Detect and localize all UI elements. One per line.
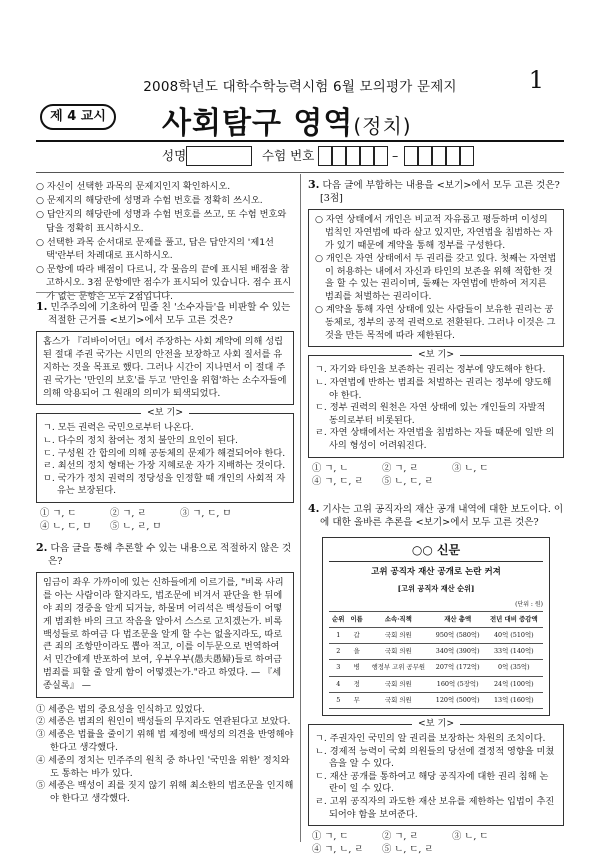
column-header: 이름 bbox=[347, 611, 365, 627]
choice-2[interactable]: ② ㄱ, ㄹ bbox=[110, 507, 147, 519]
exam-number-cell[interactable] bbox=[446, 146, 460, 166]
table-cell: 0억 (35억) bbox=[485, 660, 543, 676]
newspaper-name: ○○ 신문 bbox=[411, 542, 461, 557]
question-1-stem bbox=[36, 300, 294, 327]
bogi-item: ㄹ. 자연 상태에서는 자연법을 침범하는 자들 때문에 일반 의사의 형성이 어려워진다. bbox=[315, 427, 555, 451]
question-2-text: 다음 글을 통해 추론할 수 있는 내용으로 적절하지 않은 것은? bbox=[48, 542, 292, 568]
exam-number-cell[interactable] bbox=[460, 146, 474, 166]
choice-4[interactable]: ④ ㄱ, ㄴ, ㄹ bbox=[312, 844, 364, 856]
exam-title: 2008학년도 대학수학능력시험 6월 모의평가 문제지 bbox=[143, 79, 457, 95]
passage-item: ○ 계약을 통해 자연 상태에 있는 사람들이 보유한 권리는 공동체로, 정부의 공적 권력으로 전환된다. 그러나 이것은 그것을 만든 목적에 따라 제한된다. bbox=[315, 303, 556, 341]
table-row bbox=[329, 660, 543, 676]
bogi-item: ㄷ. 구성원 간 합의에 의해 공동체의 문제가 해결되어야 한다. bbox=[43, 447, 286, 459]
question-4-choices bbox=[312, 830, 522, 856]
table-unit: (단위 : 원) bbox=[515, 600, 543, 608]
instruction-item: ○ 자신이 선택한 과목의 문제지인지 확인하시오. bbox=[36, 181, 231, 192]
question-4-number: 4. bbox=[308, 501, 320, 515]
choice-1[interactable]: ① ㄱ, ㄷ bbox=[312, 831, 349, 843]
bogi-item: ㄱ. 자기와 타인을 보존하는 권리는 정부에 양도해야 한다. bbox=[315, 364, 546, 376]
instructions bbox=[36, 180, 294, 304]
exam-number-cell[interactable] bbox=[418, 146, 432, 166]
choice-5[interactable]: ⑤ ㄴ, ㄹ, ㅁ bbox=[110, 520, 162, 532]
table-cell: 을 bbox=[347, 644, 365, 660]
exam-number-cell[interactable] bbox=[404, 146, 418, 166]
choice-1[interactable]: ① ㄱ, ㄷ bbox=[40, 507, 77, 519]
bogi-item: ㄹ. 최선의 정치 형태는 가장 지혜로운 자가 지배하는 것이다. bbox=[43, 460, 286, 472]
question-2-stem bbox=[36, 541, 294, 568]
name-label: 성명 bbox=[162, 148, 187, 163]
bogi-item: ㄴ. 다수의 정치 참여는 정치 불안의 요인이 된다. bbox=[43, 434, 238, 446]
table-cell: 행정부 고위 공무원 bbox=[366, 660, 431, 676]
question-1-text: 민주주의에 기초하여 밑줄 친 '소수자들'을 비판할 수 있는 적절한 근거를 <보기>에서 모두 고른 것은? bbox=[48, 302, 291, 327]
question-3-passage bbox=[308, 209, 564, 347]
table-cell: 120억 (500억) bbox=[431, 692, 485, 708]
column-divider bbox=[300, 174, 301, 842]
choice-3[interactable]: ③ ㄱ, ㄷ, ㅁ bbox=[180, 507, 232, 519]
choice-2[interactable]: ② ㄱ, ㄹ bbox=[382, 462, 419, 474]
table-caption: [고위 공직자 재산 순위] bbox=[397, 584, 475, 594]
table-cell: 무 bbox=[347, 692, 365, 708]
exam-number-cell[interactable] bbox=[360, 146, 374, 166]
name-field[interactable] bbox=[186, 146, 252, 166]
bogi-item: ㅁ. 국가가 정치 권력의 정당성을 인정할 때 개인의 사회적 자유는 보장된다. bbox=[43, 472, 286, 497]
question-3-bogi bbox=[308, 349, 564, 457]
table-row bbox=[329, 676, 543, 692]
table-cell: 국회 의원 bbox=[366, 692, 431, 708]
left-column bbox=[36, 300, 294, 806]
subject-name: 사회탐구 영역 bbox=[162, 106, 354, 141]
header-rule bbox=[36, 140, 564, 142]
exam-number-cell[interactable] bbox=[318, 146, 332, 166]
question-1-passage: 홉스가 『리바이어던』에서 주장하는 사회 계약에 의해 성립된 절대 주권 국가는 시민의 안전을 보장하고 사회 질서를 유지하는 것을 목표로 했다. 그러나 시간이 지나면서 이 절대 주권 국가는 '만인의 보호'를 두고 '만인을 위협'하는 소수자들에 의해 악용되어 그 원래의 의미가 퇴색되었다. bbox=[36, 331, 294, 405]
question-4 bbox=[308, 502, 564, 857]
choice-4[interactable]: ④ 세종의 정치는 민주주의 원칙 중 하나인 '국민을 위한' 정치와도 통하는 바가 있다. bbox=[36, 754, 290, 779]
subject-subname: (정치) bbox=[353, 114, 412, 138]
question-3-stem bbox=[308, 178, 564, 205]
choice-3[interactable]: ③ 세종은 법률을 줄이기 위해 법 제정에 백성의 의견을 반영해야 한다고 생각했다. bbox=[36, 729, 294, 753]
news-article bbox=[322, 537, 550, 716]
bogi-label: <보 기> bbox=[309, 718, 563, 731]
table-cell: 4 bbox=[329, 676, 347, 692]
bogi-item: ㄹ. 고위 공직자의 과도한 재산 보유를 제한하는 입법이 추진되어야 함을 보여준다. bbox=[315, 795, 555, 820]
table-header-row bbox=[329, 611, 543, 627]
instructions-rule bbox=[36, 292, 294, 293]
bogi-item: ㄴ. 경제적 능력이 국회 의원들의 당선에 결정적 영향을 미쳤음을 알 수 있다. bbox=[315, 745, 555, 770]
question-4-text: 기사는 고위 공직자의 재산 공개 내역에 대한 보도이다. 이에 대한 올바른 추론을 <보기>에서 모두 고른 것은? bbox=[320, 503, 564, 528]
question-3 bbox=[308, 178, 564, 488]
bogi-item: ㄱ. 모든 권력은 국민으로부터 나온다. bbox=[43, 422, 194, 434]
id-rule bbox=[36, 172, 564, 173]
table-cell: 국회 의원 bbox=[366, 627, 431, 643]
table-cell: 국회 의원 bbox=[366, 676, 431, 692]
exam-number-cell[interactable] bbox=[332, 146, 346, 166]
instruction-item: ○ 답안지의 해당란에 성명과 수험 번호를 쓰고, 또 수험 번호와 답을 정확히 표시하시오. bbox=[36, 209, 287, 234]
page-number: 1 bbox=[528, 66, 544, 94]
bogi-item: ㄱ. 주권자인 국민의 알 권리를 보장하는 차원의 조치이다. bbox=[315, 732, 546, 744]
table-cell: 갑 bbox=[347, 627, 365, 643]
bogi-item: ㄴ. 자연법에 반하는 범죄를 처벌하는 권리는 정부에 양도해야 한다. bbox=[315, 376, 552, 401]
bogi-item: ㄷ. 정부 권력의 원천은 자연 상태에 있는 개인들의 자발적 동의로부터 비롯된다. bbox=[315, 402, 546, 426]
table-cell: 2 bbox=[329, 644, 347, 660]
exam-number-dash: – bbox=[392, 148, 399, 163]
passage-item: ○ 개인은 자연 상태에서 두 권리를 갖고 있다. 첫째는 자연법이 허용하는 내에서 자신과 타인의 보존을 위해 적합한 것을 할 수 있는 권리이며, 둘째는 자연법에 반하여 저지른 범죄를 처벌하는 권리이다. bbox=[315, 252, 557, 303]
table-cell: 13억 (160억) bbox=[485, 692, 543, 708]
question-1-choices bbox=[40, 507, 250, 533]
choice-2[interactable]: ② 세종은 범죄의 원인이 백성들의 무지라도 연관된다고 보았다. bbox=[36, 716, 291, 728]
choice-1[interactable]: ① ㄱ, ㄴ bbox=[312, 462, 349, 474]
question-2-number: 2. bbox=[36, 540, 48, 554]
question-2-passage: 임금이 좌우 가까이에 있는 신하들에게 이르기를, "비록 사리를 아는 사람이라 할지라도, 법조문에 비겨서 판단을 한 뒤에야 죄의 경중을 알게 되거늘, 하물며 어리석은 백성들이 어떻게 범죄한 바의 크고 작음을 알아서 스스로 고치겠는가. 비록 백성들로 하여금 다 법조문을 알게 할 수는 없을지라도, 따로 큰 죄의 조항만이라도 뽑아 적고, 이를 이두문으로 번역하여서 민간에게 반포하여 보여, 우부우부(愚夫愚婦)들로 하여금 범죄를 피할 줄 알게 함이 어떻겠는가."라고 하였다. — 『세종실록』 — bbox=[36, 572, 294, 697]
question-2 bbox=[36, 541, 294, 806]
instruction-item: ○ 문항에 따라 배점이 다르니, 각 물음의 끝에 표시된 배점을 참고하시오. 3점 문항에만 점수가 표시되어 있습니다. 점수 표시가 없는 문항은 모두 2점입니다. bbox=[36, 264, 292, 302]
subject-title bbox=[162, 98, 412, 142]
period-badge: 제 4 교시 bbox=[40, 104, 116, 130]
table-cell: 160억 (5장억) bbox=[431, 676, 485, 692]
choice-5[interactable]: ⑤ 세종은 백성이 죄를 짓지 않기 위해 최소한의 법조문을 인지해야 한다고 생각했다. bbox=[36, 780, 294, 805]
table-cell: 40억 (510억) bbox=[485, 627, 543, 643]
question-4-stem bbox=[308, 502, 564, 529]
choice-5[interactable]: ⑤ ㄴ, ㄷ, ㄹ bbox=[382, 844, 434, 856]
choice-1[interactable]: ① 세종은 법의 중요성을 인식하고 있었다. bbox=[36, 703, 205, 715]
instruction-item: ○ 문제지의 해당란에 성명과 수험 번호를 정확히 쓰시오. bbox=[36, 195, 263, 207]
table-row bbox=[329, 627, 543, 643]
table-cell: 33억 (140억) bbox=[485, 644, 543, 660]
table-cell: 24억 (100억) bbox=[485, 676, 543, 692]
column-header: 재산 총액 bbox=[431, 611, 485, 627]
right-column bbox=[308, 178, 564, 856]
question-3-number: 3. bbox=[308, 178, 320, 191]
question-2-choices bbox=[36, 704, 294, 806]
table-row bbox=[329, 644, 543, 660]
column-header: 순위 bbox=[329, 611, 347, 627]
choice-3[interactable]: ③ ㄴ, ㄷ bbox=[452, 831, 489, 843]
exam-number-cell[interactable] bbox=[432, 146, 446, 166]
column-header: 소속·직책 bbox=[366, 611, 431, 627]
bogi-label: <보 기> bbox=[309, 349, 563, 362]
question-1 bbox=[36, 300, 294, 533]
question-3-text: 다음 글에 부합하는 내용을 <보기>에서 모두 고른 것은? [3점] bbox=[320, 180, 560, 205]
news-rule bbox=[329, 561, 543, 562]
exam-number-cell[interactable] bbox=[374, 146, 388, 166]
table-cell: 정 bbox=[347, 676, 365, 692]
table-cell: 950억 (580억) bbox=[431, 627, 485, 643]
table-cell: 병 bbox=[347, 660, 365, 676]
choice-3[interactable]: ③ ㄴ, ㄷ bbox=[452, 462, 489, 474]
asset-table bbox=[329, 611, 543, 709]
table-cell: 5 bbox=[329, 692, 347, 708]
question-1-number: 1. bbox=[36, 300, 48, 313]
choice-4[interactable]: ④ ㄱ, ㄷ, ㄹ bbox=[312, 475, 364, 487]
passage-item: ○ 자연 상태에서 개인은 비교적 자유롭고 평등하며 이성의 법칙인 자연법에 따라 살고 있지만, 자연법을 침범하는 자가 있기 때문에 계약을 통해 정부를 구성한다. bbox=[315, 214, 553, 251]
table-cell: 1 bbox=[329, 627, 347, 643]
news-headline: 고위 공직자 재산 공개로 논란 커져 bbox=[371, 567, 501, 578]
bogi-item: ㄷ. 재산 공개를 통하여고 해당 공직자에 대한 권리 침해 논란이 일 수 있다. bbox=[315, 770, 549, 795]
question-3-choices bbox=[312, 462, 522, 488]
table-cell: 국회 의원 bbox=[366, 644, 431, 660]
column-header: 전년 대비 증감액 bbox=[485, 611, 543, 627]
exam-number-label: 수험 번호 bbox=[262, 148, 315, 163]
table-cell: 3 bbox=[329, 660, 347, 676]
choice-4[interactable]: ④ ㄴ, ㄷ, ㅁ bbox=[40, 520, 92, 532]
exam-number-cell[interactable] bbox=[346, 146, 360, 166]
bogi-label: <보 기> bbox=[37, 407, 293, 420]
table-row bbox=[329, 692, 543, 708]
question-1-bogi bbox=[36, 407, 294, 503]
choice-5[interactable]: ⑤ ㄴ, ㄷ, ㄹ bbox=[382, 475, 434, 487]
choice-2[interactable]: ② ㄱ, ㄹ bbox=[382, 831, 419, 843]
instruction-item: ○ 선택한 과목 순서대로 문제를 풀고, 답은 답안지의 '제1선택'란부터 차례대로 표시하시오. bbox=[36, 236, 274, 262]
table-cell: 340억 (390억) bbox=[431, 644, 485, 660]
question-4-bogi bbox=[308, 717, 564, 826]
table-cell: 207억 (172억) bbox=[431, 660, 485, 676]
